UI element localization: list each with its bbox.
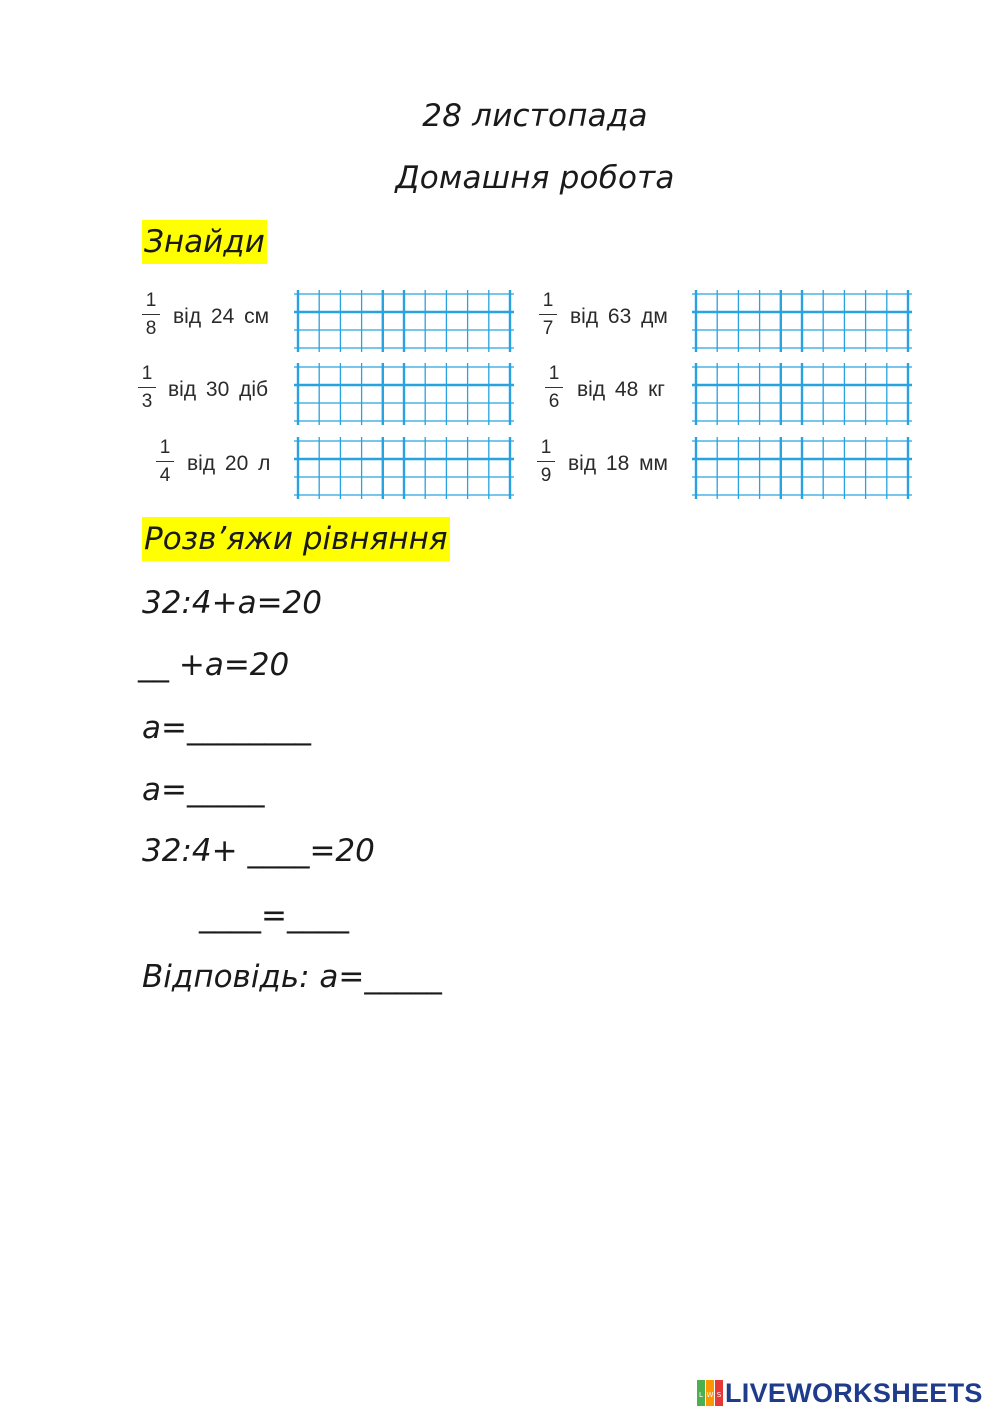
- fraction: 1 8: [140, 289, 162, 342]
- fraction: 1 3: [136, 362, 158, 415]
- answer-grid[interactable]: [294, 437, 514, 499]
- page-title: Домашня робота: [395, 160, 675, 196]
- answer-line[interactable]: Відповідь: а=_____: [142, 959, 442, 995]
- equation-line-2[interactable]: __ +а=20: [138, 647, 290, 683]
- answer-grid[interactable]: [692, 437, 912, 499]
- task-text: від 24 см: [173, 305, 270, 328]
- equation-line-1: 32:4+а=20: [142, 585, 323, 621]
- logo-blocks-icon: [697, 1380, 723, 1406]
- answer-grid[interactable]: [692, 363, 912, 425]
- solve-heading: Розв’яжи рівняння: [142, 517, 450, 561]
- svg-text:S: S: [716, 1391, 722, 1399]
- answer-grid[interactable]: [294, 363, 514, 425]
- task-text: від 48 кг: [577, 378, 665, 401]
- find-heading: Знайди: [142, 220, 267, 264]
- liveworksheets-logo: [697, 1378, 983, 1408]
- equation-line-5[interactable]: 32:4+ ____=20: [142, 833, 375, 869]
- task-text: від 30 діб: [168, 378, 269, 401]
- equation-line-4[interactable]: а=_____: [142, 772, 265, 808]
- fraction: 1 7: [537, 289, 559, 342]
- answer-grid[interactable]: [692, 290, 912, 352]
- fraction: 1 4: [154, 436, 176, 489]
- fraction: 1 6: [543, 362, 565, 415]
- task-text: від 63 дм: [570, 305, 668, 328]
- svg-text:L: L: [699, 1391, 703, 1399]
- svg-text:W: W: [706, 1391, 714, 1399]
- equation-line-3[interactable]: а=________: [142, 710, 311, 746]
- answer-grid[interactable]: [294, 290, 514, 352]
- date: 28 листопада: [422, 98, 648, 134]
- task-text: від 20 л: [187, 452, 271, 475]
- fraction: 1 9: [535, 436, 557, 489]
- equation-line-6[interactable]: ____=____: [199, 898, 349, 934]
- task-text: від 18 мм: [568, 452, 668, 475]
- logo-text: LIVEWORKSHEETS: [725, 1377, 983, 1408]
